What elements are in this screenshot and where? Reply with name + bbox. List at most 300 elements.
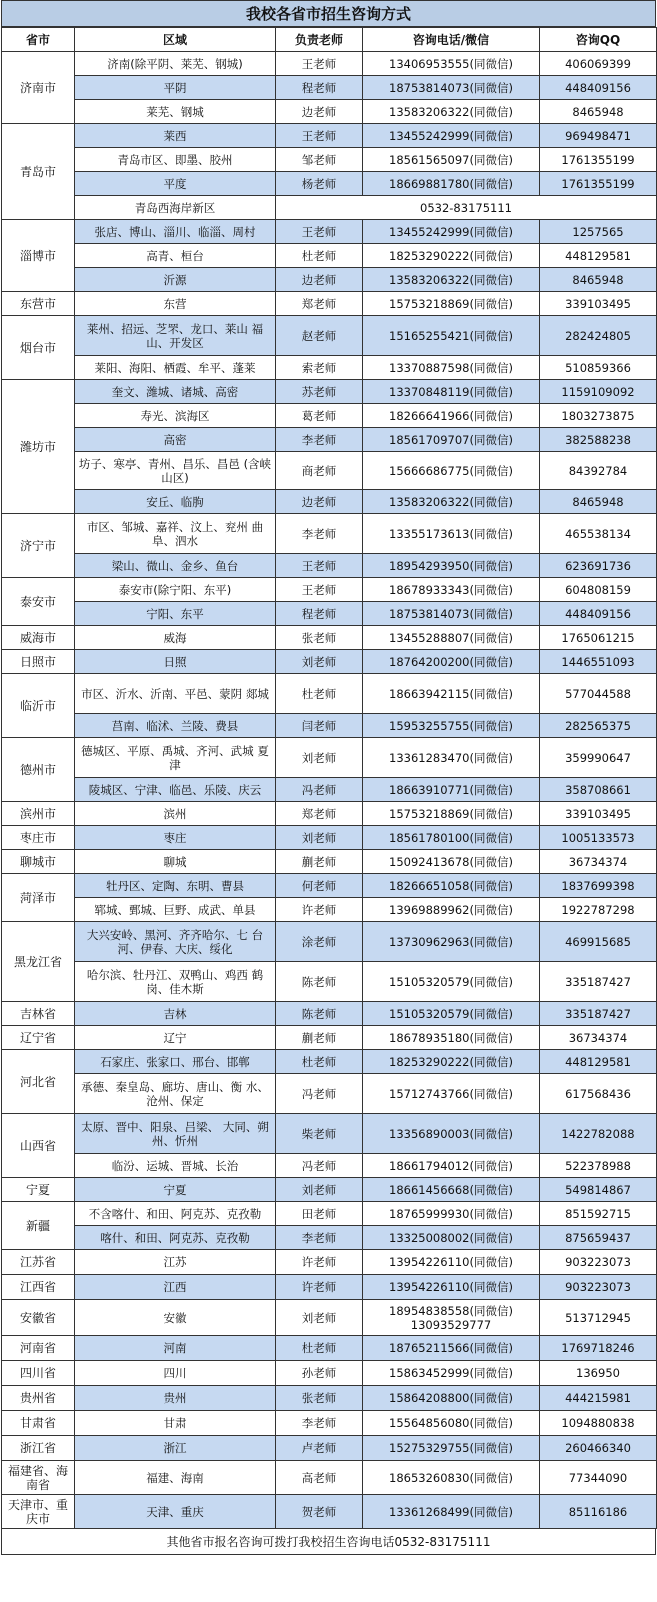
area-cell: 哈尔滨、牡丹江、双鸭山、鸡西 鹤岗、佳木斯 (75, 962, 276, 1002)
table-row (2, 292, 657, 316)
qq-cell: 448129581 (540, 244, 657, 268)
qq-cell: 448409156 (540, 76, 657, 100)
province-cell: 菏泽市 (2, 874, 75, 922)
qq-cell: 8465948 (540, 268, 657, 292)
area-cell: 江苏 (75, 1250, 276, 1275)
area-cell: 宁夏 (75, 1178, 276, 1202)
phone-cell: 18661794012(同微信) (363, 1154, 540, 1178)
table-row (2, 1202, 657, 1226)
province-cell: 威海市 (2, 626, 75, 650)
area-cell: 滨州 (75, 802, 276, 826)
teacher-cell: 郑老师 (276, 802, 363, 826)
teacher-cell: 张老师 (276, 1386, 363, 1411)
table-row (2, 1275, 657, 1300)
phone-cell: 18765211566(同微信) (363, 1336, 540, 1361)
qq-cell: 1257565 (540, 220, 657, 244)
phone-cell: 15564856080(同微信) (363, 1411, 540, 1436)
area-cell: 梁山、微山、金乡、鱼台 (75, 554, 276, 578)
phone-cell: 18954838558(同微信) 13093529777 (363, 1300, 540, 1336)
table-row (2, 714, 657, 738)
qq-cell: 522378988 (540, 1154, 657, 1178)
area-cell: 莱西 (75, 124, 276, 148)
phone-cell: 13370887598(同微信) (363, 356, 540, 380)
consult-sheet (1, 0, 656, 1555)
teacher-cell: 李老师 (276, 514, 363, 554)
teacher-cell: 李老师 (276, 1226, 363, 1250)
area-cell: 东营 (75, 292, 276, 316)
area-cell: 四川 (75, 1361, 276, 1386)
area-cell: 市区、沂水、沂南、平邑、蒙阴 郯城 (75, 674, 276, 714)
qq-cell: 339103495 (540, 802, 657, 826)
area-cell: 青岛西海岸新区 (75, 196, 276, 220)
teacher-cell: 李老师 (276, 1411, 363, 1436)
qq-cell: 465538134 (540, 514, 657, 554)
table-header-row (2, 28, 657, 52)
qq-cell: 84392784 (540, 452, 657, 490)
table-row (2, 554, 657, 578)
teacher-cell: 刘老师 (276, 826, 363, 850)
teacher-cell: 边老师 (276, 490, 363, 514)
area-cell: 石家庄、张家口、邢台、邯郸 (75, 1050, 276, 1074)
phone-cell: 15105320579(同微信) (363, 1002, 540, 1026)
area-cell: 聊城 (75, 850, 276, 874)
table-row (2, 490, 657, 514)
teacher-cell: 李老师 (276, 428, 363, 452)
table-row (2, 1154, 657, 1178)
area-cell: 枣庄 (75, 826, 276, 850)
qq-cell: 1094880838 (540, 1411, 657, 1436)
teacher-cell: 王老师 (276, 124, 363, 148)
table-row (2, 1495, 657, 1529)
table-row (2, 1411, 657, 1436)
province-cell: 福建省、海南省 (2, 1461, 75, 1495)
province-cell: 滨州市 (2, 802, 75, 826)
table-row (2, 100, 657, 124)
area-cell: 莱州、招远、芝罘、龙口、莱山 福山、开发区 (75, 316, 276, 356)
qq-cell: 1005133573 (540, 826, 657, 850)
phone-cell: 13583206322(同微信) (363, 100, 540, 124)
qq-cell: 335187427 (540, 1002, 657, 1026)
table-row (2, 738, 657, 778)
table-row (2, 1026, 657, 1050)
phone-cell: 18669881780(同微信) (363, 172, 540, 196)
teacher-cell: 邹老师 (276, 148, 363, 172)
phone-cell: 15092413678(同微信) (363, 850, 540, 874)
area-cell: 平度 (75, 172, 276, 196)
table-row (2, 452, 657, 490)
qq-cell: 448409156 (540, 602, 657, 626)
province-cell: 济南市 (2, 52, 75, 124)
area-cell: 莒南、临沭、兰陵、费县 (75, 714, 276, 738)
teacher-cell: 苏老师 (276, 380, 363, 404)
phone-cell: 18253290222(同微信) (363, 1050, 540, 1074)
teacher-cell: 王老师 (276, 578, 363, 602)
phone-cell: 18561709707(同微信) (363, 428, 540, 452)
table-row (2, 244, 657, 268)
qq-cell: 1765061215 (540, 626, 657, 650)
phone-cell: 13355173613(同微信) (363, 514, 540, 554)
area-cell: 大兴安岭、黑河、齐齐哈尔、七 台河、伊春、大庆、绥化 (75, 922, 276, 962)
phone-cell: 18266651058(同微信) (363, 874, 540, 898)
teacher-cell: 杜老师 (276, 244, 363, 268)
qq-cell: 851592715 (540, 1202, 657, 1226)
qq-cell: 1761355199 (540, 148, 657, 172)
phone-cell: 13969889962(同微信) (363, 898, 540, 922)
table-row (2, 922, 657, 962)
table-row (2, 826, 657, 850)
province-cell: 吉林省 (2, 1002, 75, 1026)
table-row (2, 356, 657, 380)
teacher-cell: 卢老师 (276, 1436, 363, 1461)
area-cell: 泰安市(除宁阳、东平) (75, 578, 276, 602)
phone-cell: 18663910771(同微信) (363, 778, 540, 802)
province-cell: 日照市 (2, 650, 75, 674)
qq-cell: 382588238 (540, 428, 657, 452)
qq-cell: 969498471 (540, 124, 657, 148)
qq-cell: 903223073 (540, 1250, 657, 1275)
province-cell: 烟台市 (2, 316, 75, 380)
phone-cell: 13361283470(同微信) (363, 738, 540, 778)
province-cell: 山西省 (2, 1114, 75, 1178)
province-cell: 青岛市 (2, 124, 75, 220)
area-cell: 喀什、和田、阿克苏、克孜勒 (75, 1226, 276, 1250)
area-cell: 平阴 (75, 76, 276, 100)
table-row (2, 1361, 657, 1386)
province-cell: 河北省 (2, 1050, 75, 1114)
area-cell: 莱阳、海阳、栖霞、牟平、蓬莱 (75, 356, 276, 380)
page-title: 我校各省市招生咨询方式 (1, 0, 656, 27)
phone-cell: 13954226110(同微信) (363, 1250, 540, 1275)
table-row (2, 148, 657, 172)
table-body (2, 52, 657, 1529)
qq-cell: 623691736 (540, 554, 657, 578)
phone-cell: 18765999930(同微信) (363, 1202, 540, 1226)
phone-cell: 18753814073(同微信) (363, 76, 540, 100)
area-cell: 奎文、潍城、诸城、高密 (75, 380, 276, 404)
phone-cell: 18663942115(同微信) (363, 674, 540, 714)
table-row (2, 380, 657, 404)
phone-cell: 18661456668(同微信) (363, 1178, 540, 1202)
teacher-cell: 冯老师 (276, 778, 363, 802)
phone-cell: 13361268499(同微信) (363, 1495, 540, 1529)
area-cell: 甘肃 (75, 1411, 276, 1436)
area-cell: 青岛市区、即墨、胶州 (75, 148, 276, 172)
phone-cell: 15712743766(同微信) (363, 1074, 540, 1114)
phone-cell: 15105320579(同微信) (363, 962, 540, 1002)
table-row (2, 404, 657, 428)
contact-table (1, 27, 657, 1529)
area-cell: 济南(除平阴、莱芜、钢城) (75, 52, 276, 76)
area-cell: 临汾、运城、晋城、长治 (75, 1154, 276, 1178)
qq-cell: 1922787298 (540, 898, 657, 922)
header-area: 区域 (75, 28, 276, 52)
province-cell: 安徽省 (2, 1300, 75, 1336)
phone-cell: 13406953555(同微信) (363, 52, 540, 76)
phone-cell: 18764200200(同微信) (363, 650, 540, 674)
qq-cell: 282565375 (540, 714, 657, 738)
qq-cell: 549814867 (540, 1178, 657, 1202)
province-cell: 江苏省 (2, 1250, 75, 1275)
province-cell: 泰安市 (2, 578, 75, 626)
area-cell: 安徽 (75, 1300, 276, 1336)
phone-cell: 13730962963(同微信) (363, 922, 540, 962)
qq-cell: 513712945 (540, 1300, 657, 1336)
phone-cell: 18561780100(同微信) (363, 826, 540, 850)
teacher-cell: 许老师 (276, 1250, 363, 1275)
province-cell: 贵州省 (2, 1386, 75, 1411)
table-row (2, 1050, 657, 1074)
qq-cell: 1422782088 (540, 1114, 657, 1154)
teacher-cell: 王老师 (276, 554, 363, 578)
header-qq: 咨询QQ (540, 28, 657, 52)
teacher-cell: 商老师 (276, 452, 363, 490)
area-cell: 辽宁 (75, 1026, 276, 1050)
phone-cell: 15753218869(同微信) (363, 292, 540, 316)
area-cell: 张店、博山、淄川、临淄、周村 (75, 220, 276, 244)
province-cell: 聊城市 (2, 850, 75, 874)
teacher-cell: 程老师 (276, 76, 363, 100)
qq-cell: 339103495 (540, 292, 657, 316)
teacher-cell: 冯老师 (276, 1154, 363, 1178)
header-teacher: 负责老师 (276, 28, 363, 52)
qq-cell: 510859366 (540, 356, 657, 380)
teacher-cell: 赵老师 (276, 316, 363, 356)
qq-cell: 448129581 (540, 1050, 657, 1074)
phone-cell: 13356890003(同微信) (363, 1114, 540, 1154)
area-cell: 贵州 (75, 1386, 276, 1411)
phone-cell: 13455288807(同微信) (363, 626, 540, 650)
area-cell: 寿光、滨海区 (75, 404, 276, 428)
teacher-cell: 孙老师 (276, 1361, 363, 1386)
phone-cell: 15275329755(同微信) (363, 1436, 540, 1461)
area-cell: 吉林 (75, 1002, 276, 1026)
phone-cell: 15953255755(同微信) (363, 714, 540, 738)
phone-cell: 18253290222(同微信) (363, 244, 540, 268)
qq-cell: 1803273875 (540, 404, 657, 428)
teacher-cell: 郑老师 (276, 292, 363, 316)
province-cell: 黑龙江省 (2, 922, 75, 1002)
teacher-cell: 张老师 (276, 626, 363, 650)
phone-cell: 13954226110(同微信) (363, 1275, 540, 1300)
area-cell: 浙江 (75, 1436, 276, 1461)
table-row (2, 196, 657, 220)
area-cell: 福建、海南 (75, 1461, 276, 1495)
teacher-cell: 索老师 (276, 356, 363, 380)
province-cell: 德州市 (2, 738, 75, 802)
area-cell: 承德、秦皇岛、廊坊、唐山、衡 水、沧州、保定 (75, 1074, 276, 1114)
table-row (2, 1074, 657, 1114)
province-cell: 甘肃省 (2, 1411, 75, 1436)
teacher-cell: 许老师 (276, 1275, 363, 1300)
qq-cell: 469915685 (540, 922, 657, 962)
teacher-cell: 蒯老师 (276, 850, 363, 874)
area-cell: 天津、重庆 (75, 1495, 276, 1529)
province-cell: 江西省 (2, 1275, 75, 1300)
teacher-cell: 柴老师 (276, 1114, 363, 1154)
table-row (2, 962, 657, 1002)
qq-cell: 1761355199 (540, 172, 657, 196)
area-cell: 不含喀什、和田、阿克苏、克孜勒 (75, 1202, 276, 1226)
teacher-cell: 高老师 (276, 1461, 363, 1495)
phone-cell: 15165255421(同微信) (363, 316, 540, 356)
teacher-cell: 田老师 (276, 1202, 363, 1226)
phone-cell: 13370848119(同微信) (363, 380, 540, 404)
area-cell: 太原、晋中、阳泉、吕梁、 大同、朔州、忻州 (75, 1114, 276, 1154)
teacher-cell: 闫老师 (276, 714, 363, 738)
table-row (2, 898, 657, 922)
table-row (2, 1250, 657, 1275)
table-row (2, 602, 657, 626)
teacher-cell: 蒯老师 (276, 1026, 363, 1050)
table-row (2, 1114, 657, 1154)
teacher-cell: 程老师 (276, 602, 363, 626)
area-cell: 宁阳、东平 (75, 602, 276, 626)
table-row (2, 674, 657, 714)
province-cell: 枣庄市 (2, 826, 75, 850)
qq-cell: 282424805 (540, 316, 657, 356)
area-cell: 郓城、鄄城、巨野、成武、单县 (75, 898, 276, 922)
phone-cell: 18753814073(同微信) (363, 602, 540, 626)
area-cell: 莱芜、钢城 (75, 100, 276, 124)
table-row (2, 874, 657, 898)
area-cell: 市区、邹城、嘉祥、汶上、兖州 曲阜、泗水 (75, 514, 276, 554)
province-cell: 东营市 (2, 292, 75, 316)
qq-cell: 444215981 (540, 1386, 657, 1411)
table-row (2, 850, 657, 874)
table-row (2, 1461, 657, 1495)
teacher-cell: 刘老师 (276, 650, 363, 674)
qq-cell: 335187427 (540, 962, 657, 1002)
merged-phone-cell: 0532-83175111 (276, 196, 657, 220)
teacher-cell: 涂老师 (276, 922, 363, 962)
table-row (2, 1002, 657, 1026)
qq-cell: 260466340 (540, 1436, 657, 1461)
province-cell: 宁夏 (2, 1178, 75, 1202)
table-row (2, 268, 657, 292)
phone-cell: 18266641966(同微信) (363, 404, 540, 428)
footer-note: 其他省市报名咨询可拨打我校招生咨询电话0532-83175111 (1, 1529, 656, 1555)
table-row (2, 578, 657, 602)
qq-cell: 36734374 (540, 1026, 657, 1050)
province-cell: 潍坊市 (2, 380, 75, 514)
area-cell: 江西 (75, 1275, 276, 1300)
teacher-cell: 边老师 (276, 100, 363, 124)
area-cell: 德城区、平原、禹城、齐河、武城 夏津 (75, 738, 276, 778)
area-cell: 陵城区、宁津、临邑、乐陵、庆云 (75, 778, 276, 802)
table-row (2, 428, 657, 452)
teacher-cell: 何老师 (276, 874, 363, 898)
teacher-cell: 刘老师 (276, 1178, 363, 1202)
phone-cell: 18653260830(同微信) (363, 1461, 540, 1495)
header-phone: 咨询电话/微信 (363, 28, 540, 52)
table-row (2, 1300, 657, 1336)
phone-cell: 13455242999(同微信) (363, 220, 540, 244)
teacher-cell: 王老师 (276, 52, 363, 76)
teacher-cell: 王老师 (276, 220, 363, 244)
table-row (2, 172, 657, 196)
phone-cell: 15753218869(同微信) (363, 802, 540, 826)
qq-cell: 875659437 (540, 1226, 657, 1250)
qq-cell: 617568436 (540, 1074, 657, 1114)
qq-cell: 8465948 (540, 490, 657, 514)
table-row (2, 802, 657, 826)
phone-cell: 13325008002(同微信) (363, 1226, 540, 1250)
qq-cell: 77344090 (540, 1461, 657, 1495)
phone-cell: 18678935180(同微信) (363, 1026, 540, 1050)
qq-cell: 903223073 (540, 1275, 657, 1300)
teacher-cell: 贺老师 (276, 1495, 363, 1529)
table-row (2, 1178, 657, 1202)
teacher-cell: 杜老师 (276, 1050, 363, 1074)
qq-cell: 604808159 (540, 578, 657, 602)
area-cell: 安丘、临朐 (75, 490, 276, 514)
qq-cell: 136950 (540, 1361, 657, 1386)
table-row (2, 514, 657, 554)
province-cell: 天津市、重庆市 (2, 1495, 75, 1529)
qq-cell: 85116186 (540, 1495, 657, 1529)
table-row (2, 1226, 657, 1250)
table-row (2, 1386, 657, 1411)
teacher-cell: 刘老师 (276, 1300, 363, 1336)
table-row (2, 52, 657, 76)
phone-cell: 13455242999(同微信) (363, 124, 540, 148)
phone-cell: 15666686775(同微信) (363, 452, 540, 490)
phone-cell: 15863452999(同微信) (363, 1361, 540, 1386)
table-row (2, 124, 657, 148)
province-cell: 济宁市 (2, 514, 75, 578)
teacher-cell: 陈老师 (276, 962, 363, 1002)
phone-cell: 18678933343(同微信) (363, 578, 540, 602)
teacher-cell: 杜老师 (276, 674, 363, 714)
phone-cell: 13583206322(同微信) (363, 490, 540, 514)
phone-cell: 18954293950(同微信) (363, 554, 540, 578)
teacher-cell: 许老师 (276, 898, 363, 922)
teacher-cell: 边老师 (276, 268, 363, 292)
table-row (2, 650, 657, 674)
area-cell: 高青、桓台 (75, 244, 276, 268)
qq-cell: 1159109092 (540, 380, 657, 404)
qq-cell: 36734374 (540, 850, 657, 874)
teacher-cell: 杜老师 (276, 1336, 363, 1361)
qq-cell: 1837699398 (540, 874, 657, 898)
phone-cell: 15864208800(同微信) (363, 1386, 540, 1411)
qq-cell: 358708661 (540, 778, 657, 802)
teacher-cell: 杨老师 (276, 172, 363, 196)
qq-cell: 8465948 (540, 100, 657, 124)
table-row (2, 1336, 657, 1361)
qq-cell: 1446551093 (540, 650, 657, 674)
province-cell: 淄博市 (2, 220, 75, 292)
table-row (2, 1436, 657, 1461)
province-cell: 四川省 (2, 1361, 75, 1386)
teacher-cell: 葛老师 (276, 404, 363, 428)
province-cell: 浙江省 (2, 1436, 75, 1461)
province-cell: 辽宁省 (2, 1026, 75, 1050)
qq-cell: 406069399 (540, 52, 657, 76)
table-row (2, 778, 657, 802)
table-row (2, 626, 657, 650)
qq-cell: 577044588 (540, 674, 657, 714)
qq-cell: 1769718246 (540, 1336, 657, 1361)
qq-cell: 359990647 (540, 738, 657, 778)
table-row (2, 316, 657, 356)
phone-cell: 13583206322(同微信) (363, 268, 540, 292)
table-row (2, 220, 657, 244)
province-cell: 河南省 (2, 1336, 75, 1361)
header-province: 省市 (2, 28, 75, 52)
province-cell: 临沂市 (2, 674, 75, 738)
teacher-cell: 冯老师 (276, 1074, 363, 1114)
